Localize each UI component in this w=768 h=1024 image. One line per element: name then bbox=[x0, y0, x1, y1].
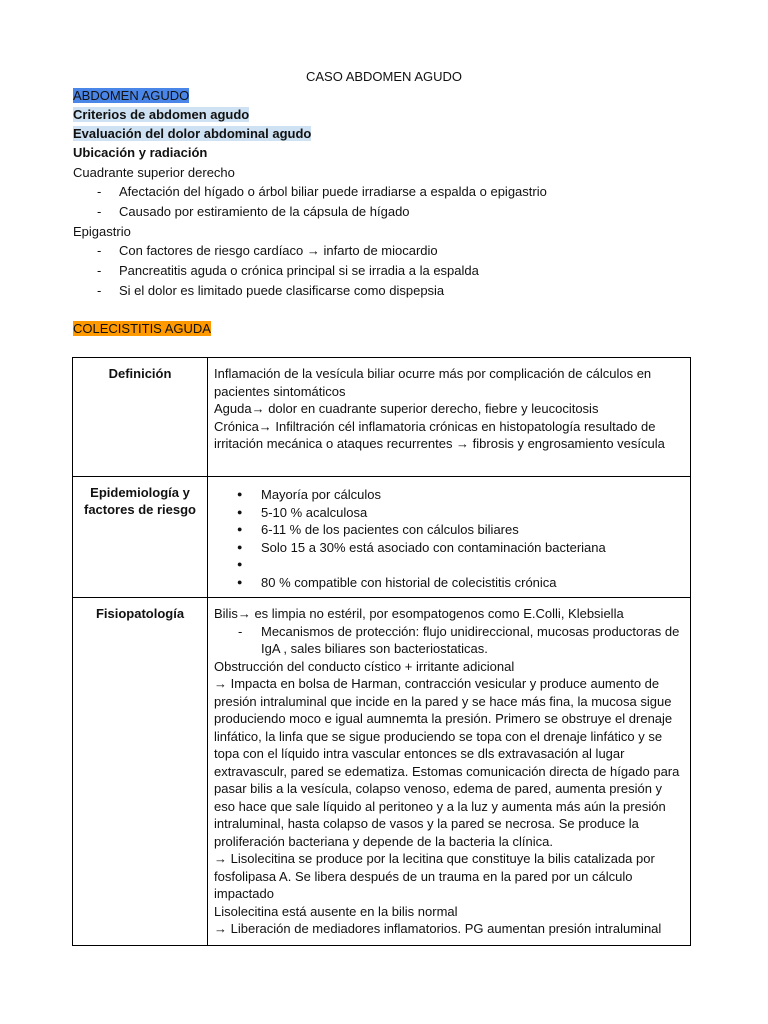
heading-abdomen-agudo: ABDOMEN AGUDO bbox=[73, 88, 190, 103]
heading-evaluacion: Evaluación del dolor abdominal agudo bbox=[73, 126, 312, 141]
list-item: - Con factores de riesgo cardíaco → infarto de miocardio bbox=[97, 243, 438, 258]
heading-ubicacion: Ubicación y radiación bbox=[73, 145, 208, 160]
section-colecistitis: COLECISTITIS AGUDA bbox=[73, 321, 211, 336]
bullet-item: ● 5-10 % acalculosa bbox=[214, 504, 682, 522]
row-body-fisiopatologia: Bilis→ es limpia no estéril, por esompatogenos como E.Colli, Klebsiella - Mecanismos de protección: flujo unidireccional, mucosas productoras de IgA , sales biliares son bacteriostaticas. Obstrucción del conducto cístico + irritante adicional → Impacta en bolsa de Harman, contracción vesicular y produce aumento de presión intraluminal que incide en la pared y se hace más fina, la mucosa sigue produciendo moco e igual aumnemta la presión. Primero se obstruye el drenaje linfático, la linfa que se sigue produciendo se topa con el drenaje linfático y se topa con el líquido intra vascular entonces se dls extravasación al lugar extravasculr, pared se edematiza. Estomas comunicación directa de hígado para pasar bilis a la vesícula, colapso venoso, edema de pared, aumenta presión y eso hace que sale líquido al peritoneo y a la luz y aumenta más aún la presión intraluminal, hasta colapso de vasos y la pared se necrosa. Se produce la proliferación bacteriana y depende de la bacteria la clínica. → Lisolecitina se produce por la lecitina que constituye la bilis catalizada por fosfolipasa A. Se libera después de un trauma en la pared por un cálculo impactado Lisolecitina está ausente en la bilis normal → Liberación de mediadores inflamatorios. PG aumentan presión intraluminal bbox=[208, 598, 691, 946]
label-epigastrio: Epigastrio bbox=[73, 224, 131, 239]
colecistitis-table bbox=[72, 357, 691, 946]
sub-item: - Mecanismos de protección: flujo unidireccional, mucosas productoras de IgA , sales biliares son bacteriostaticas. bbox=[238, 623, 680, 656]
row-body-definicion: Inflamación de la vesícula biliar ocurre más por complicación de cálculos en pacientes sintomáticos Aguda→ dolor en cuadrante superior derecho, fiebre y leucocitosis Crónica→ Infiltración cél inflamatoria crónicas en histopatología resultado de irritación mecánica o ataques recurrentes → fibrosis y engrosamiento vesícula bbox=[208, 358, 691, 477]
outline-block bbox=[73, 86, 713, 301]
list-item: - Afectación del hígado o árbol biliar puede irradiarse a espalda o epigastrio bbox=[97, 184, 547, 199]
row-body-epidemiologia bbox=[208, 477, 691, 598]
table-row bbox=[73, 358, 691, 477]
list-item: - Pancreatitis aguda o crónica principal si se irradia a la espalda bbox=[97, 263, 479, 278]
document-title: CASO ABDOMEN AGUDO bbox=[305, 69, 463, 84]
table-row bbox=[73, 598, 691, 946]
table-row bbox=[73, 477, 691, 598]
row-header-fisiopatologia: Fisiopatología bbox=[73, 598, 208, 946]
bullet-item: ● 80 % compatible con historial de colecistitis crónica bbox=[214, 574, 682, 592]
bullet-item: ● Solo 15 a 30% está asociado con contaminación bacteriana bbox=[214, 539, 682, 557]
heading-criterios: Criterios de abdomen agudo bbox=[73, 107, 250, 122]
bullet-item: ● 6-11 % de los pacientes con cálculos biliares bbox=[214, 521, 682, 539]
bullet-item bbox=[214, 556, 682, 574]
row-header-definicion: Definición bbox=[73, 358, 208, 477]
label-cuadrante: Cuadrante superior derecho bbox=[73, 165, 235, 180]
row-header-epidemiologia: Epidemiología y factores de riesgo bbox=[73, 477, 208, 598]
list-item: - Si el dolor es limitado puede clasificarse como dispepsia bbox=[97, 283, 445, 298]
bullet-item: ● Mayoría por cálculos bbox=[214, 486, 682, 504]
list-item: - Causado por estiramiento de la cápsula de hígado bbox=[97, 204, 410, 219]
